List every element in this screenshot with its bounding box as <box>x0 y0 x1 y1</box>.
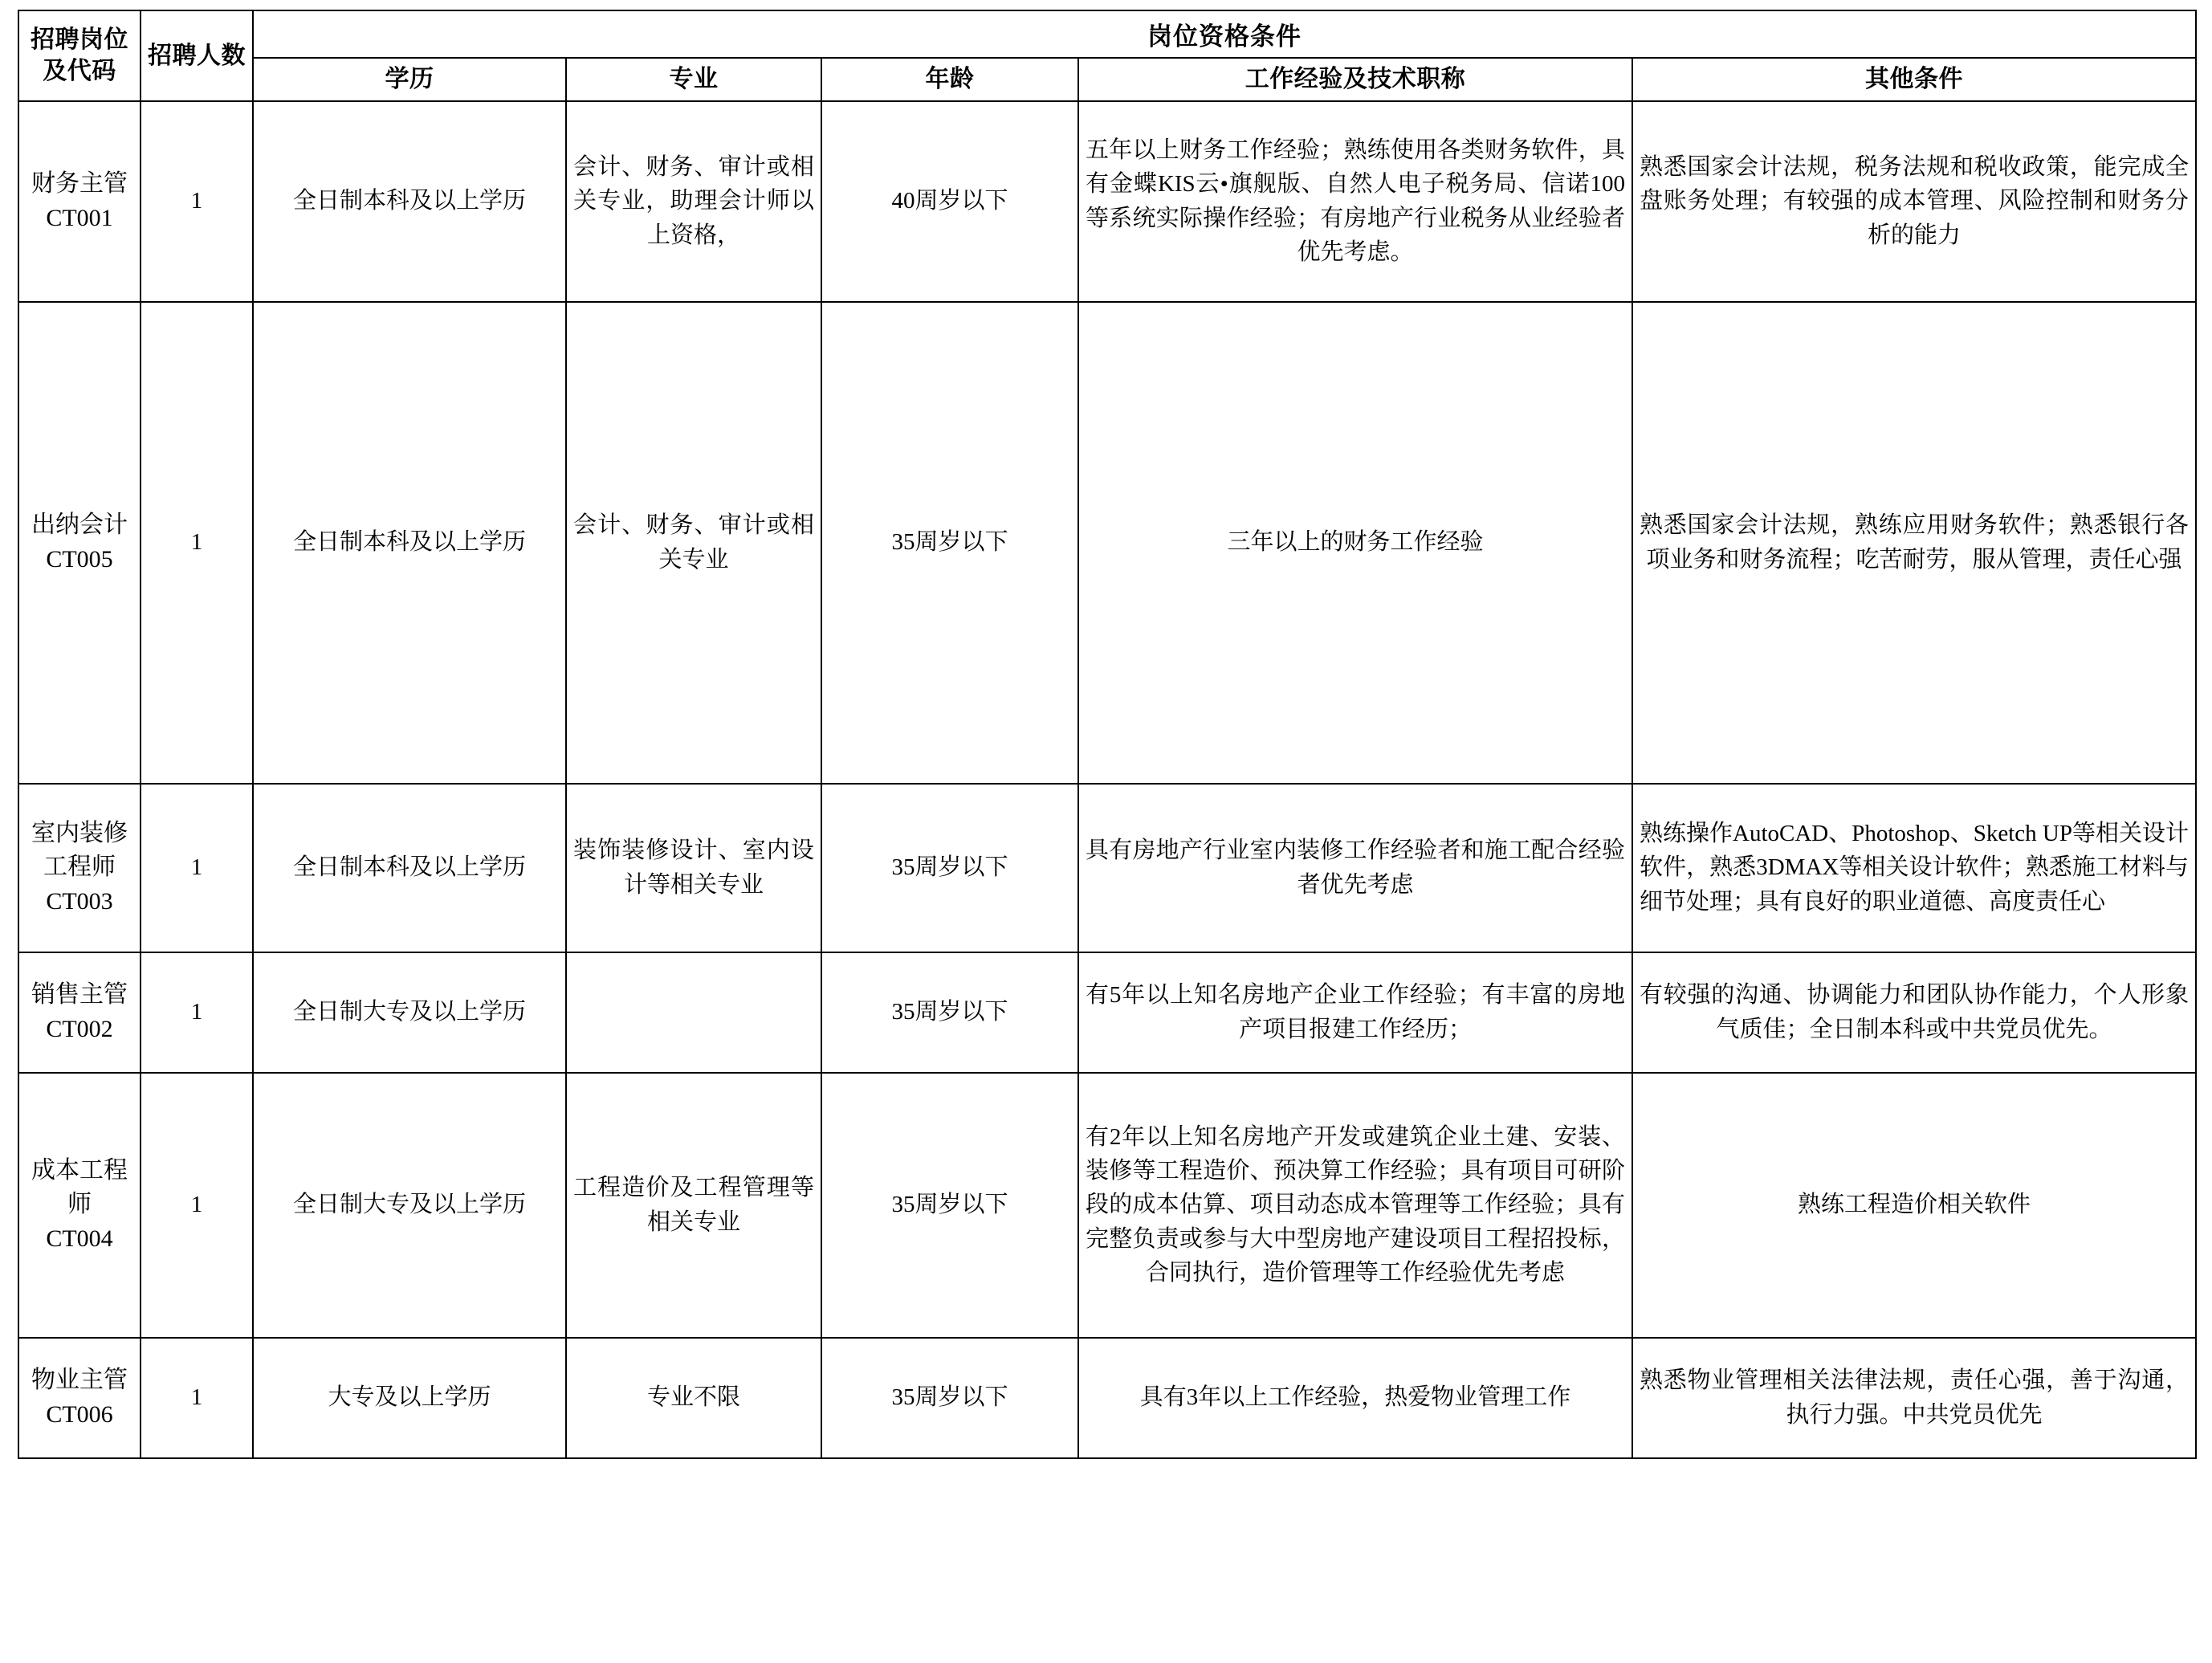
post-title: 销售主管 <box>31 981 128 1008</box>
header-qualification-group: 岗位资格条件 <box>253 10 2196 58</box>
table-row <box>18 952 2196 1073</box>
header-other: 其他条件 <box>1632 58 2196 101</box>
post-count: 1 <box>141 1073 253 1338</box>
post-code: CT001 <box>46 204 113 231</box>
post-age: 35周岁以下 <box>821 952 1078 1073</box>
post-name-code <box>18 101 141 302</box>
post-name-code <box>18 302 141 784</box>
post-experience: 五年以上财务工作经验；熟练使用各类财务软件，具有金蝶KIS云•旗舰版、自然人电子税务局、信诺100等系统实际操作经验；有房地产行业税务从业经验者优先考虑。 <box>1078 101 1632 302</box>
post-other: 熟练工程造价相关软件 <box>1632 1073 2196 1338</box>
table-row <box>18 302 2196 784</box>
header-count: 招聘人数 <box>141 10 253 101</box>
post-education: 全日制本科及以上学历 <box>253 784 566 952</box>
post-education: 全日制本科及以上学历 <box>253 101 566 302</box>
post-other: 熟悉物业管理相关法律法规，责任心强，善于沟通，执行力强。中共党员优先 <box>1632 1338 2196 1458</box>
post-education: 全日制大专及以上学历 <box>253 1073 566 1338</box>
post-major: 会计、财务、审计或相关专业 <box>566 302 821 784</box>
table-header-row-2 <box>18 58 2196 101</box>
post-age: 35周岁以下 <box>821 784 1078 952</box>
post-other: 熟悉国家会计法规，熟练应用财务软件；熟悉银行各项业务和财务流程；吃苦耐劳，服从管理，责任心强 <box>1632 302 2196 784</box>
post-education: 全日制本科及以上学历 <box>253 302 566 784</box>
post-experience: 具有3年以上工作经验，热爱物业管理工作 <box>1078 1338 1632 1458</box>
post-code: CT002 <box>46 1015 113 1042</box>
post-age: 35周岁以下 <box>821 302 1078 784</box>
post-code: CT004 <box>46 1225 113 1252</box>
post-major: 会计、财务、审计或相关专业，助理会计师以上资格， <box>566 101 821 302</box>
post-title: 成本工程师 <box>31 1156 128 1218</box>
post-age: 35周岁以下 <box>821 1338 1078 1458</box>
post-age: 35周岁以下 <box>821 1073 1078 1338</box>
post-code: CT003 <box>46 887 113 915</box>
post-experience: 有2年以上知名房地产开发或建筑企业土建、安装、装修等工程造价、预决算工作经验；具有项目可研阶段的成本估算、项目动态成本管理等工作经验；具有完整负责或参与大中型房地产建设项目工程招投标，合同执行，造价管理等工作经验优先考虑 <box>1078 1073 1632 1338</box>
post-age: 40周岁以下 <box>821 101 1078 302</box>
post-major: 装饰装修设计、室内设计等相关专业 <box>566 784 821 952</box>
post-code: CT006 <box>46 1400 113 1428</box>
header-age: 年龄 <box>821 58 1078 101</box>
post-major: 专业不限 <box>566 1338 821 1458</box>
header-education: 学历 <box>253 58 566 101</box>
table-row <box>18 784 2196 952</box>
post-name-code <box>18 952 141 1073</box>
post-title: 室内装修工程师 <box>31 819 128 881</box>
post-experience: 具有房地产行业室内装修工作经验者和施工配合经验者优先考虑 <box>1078 784 1632 952</box>
header-post: 招聘岗位及代码 <box>18 10 141 101</box>
table-header-row-1 <box>18 10 2196 58</box>
post-title: 物业主管 <box>31 1367 128 1393</box>
post-count: 1 <box>141 784 253 952</box>
post-count: 1 <box>141 101 253 302</box>
header-major: 专业 <box>566 58 821 101</box>
post-other: 熟练操作AutoCAD、Photoshop、Sketch UP等相关设计软件，熟悉3DMAX等相关设计软件；熟悉施工材料与细节处理；具有良好的职业道德、高度责任心 <box>1632 784 2196 952</box>
post-other: 有较强的沟通、协调能力和团队协作能力，个人形象气质佳；全日制本科或中共党员优先。 <box>1632 952 2196 1073</box>
post-major <box>566 952 821 1073</box>
post-name-code <box>18 1338 141 1458</box>
table-row <box>18 1073 2196 1338</box>
table-row <box>18 1338 2196 1458</box>
recruitment-table <box>18 10 2197 1459</box>
post-education: 全日制大专及以上学历 <box>253 952 566 1073</box>
post-experience: 有5年以上知名房地产企业工作经验；有丰富的房地产项目报建工作经历； <box>1078 952 1632 1073</box>
table-row <box>18 101 2196 302</box>
post-title: 财务主管 <box>31 170 128 197</box>
post-other: 熟悉国家会计法规，税务法规和税收政策，能完成全盘账务处理；有较强的成本管理、风险控制和财务分析的能力 <box>1632 101 2196 302</box>
table-body <box>18 101 2196 1458</box>
post-count: 1 <box>141 302 253 784</box>
post-name-code <box>18 784 141 952</box>
post-title: 出纳会计 <box>31 512 128 538</box>
post-name-code <box>18 1073 141 1338</box>
post-count: 1 <box>141 1338 253 1458</box>
post-experience: 三年以上的财务工作经验 <box>1078 302 1632 784</box>
table-head <box>18 10 2196 101</box>
post-count: 1 <box>141 952 253 1073</box>
header-experience: 工作经验及技术职称 <box>1078 58 1632 101</box>
post-education: 大专及以上学历 <box>253 1338 566 1458</box>
post-major: 工程造价及工程管理等相关专业 <box>566 1073 821 1338</box>
post-code: CT005 <box>46 545 113 573</box>
